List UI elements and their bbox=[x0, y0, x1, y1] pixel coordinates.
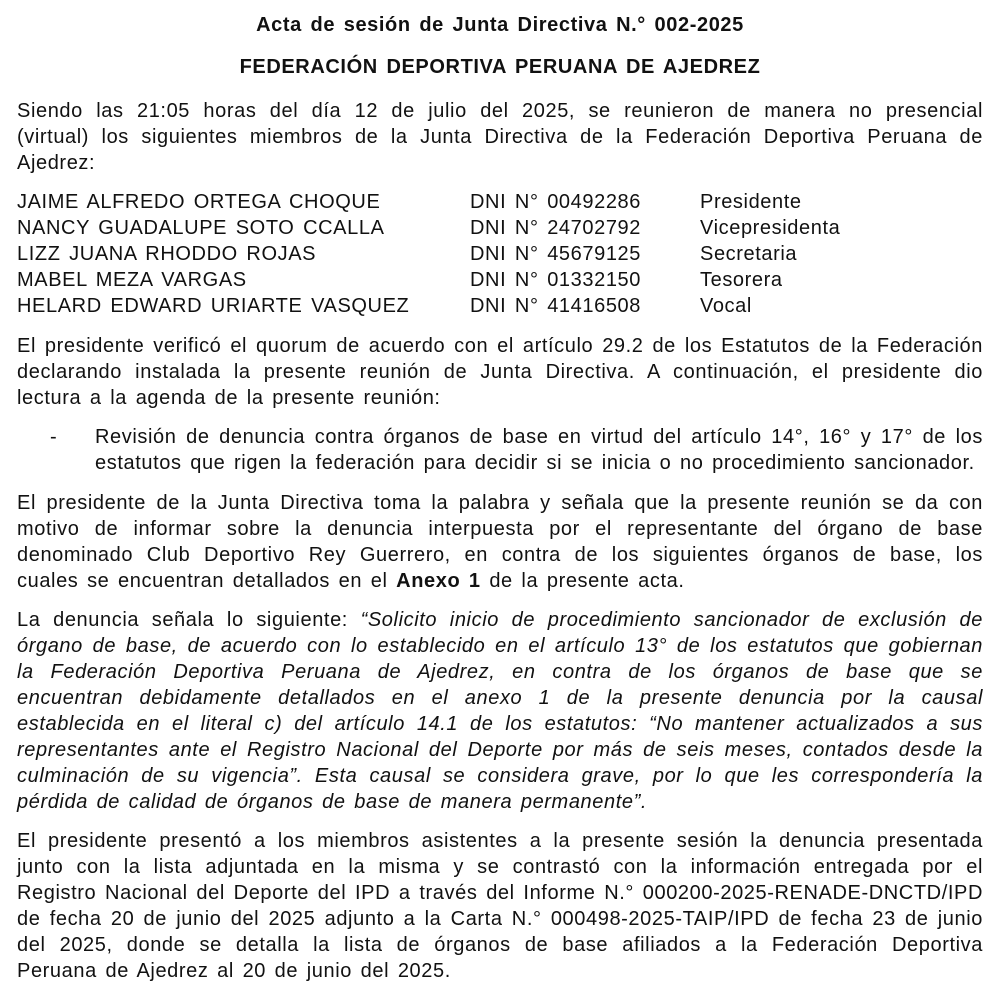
member-role: Secretaria bbox=[700, 243, 798, 265]
members-list bbox=[17, 189, 983, 319]
member-name: HELARD EDWARD URIARTE VASQUEZ bbox=[17, 295, 410, 317]
member-name: LIZZ JUANA RHODDO ROJAS bbox=[17, 243, 317, 265]
member-role: Presidente bbox=[700, 191, 802, 213]
agenda-dash-marker: - bbox=[50, 426, 58, 448]
member-row bbox=[17, 293, 983, 319]
member-dni: DNI N° 01332150 bbox=[470, 269, 641, 291]
quote-lead-text: La denuncia señala lo siguiente: bbox=[17, 609, 361, 631]
document-title: Acta de sesión de Junta Directiva N.° 002-2025 bbox=[256, 14, 744, 36]
member-role: Vocal bbox=[700, 295, 752, 317]
agenda-item bbox=[17, 424, 983, 476]
member-name: NANCY GUADALUPE SOTO CCALLA bbox=[17, 217, 385, 239]
member-dni: DNI N° 41416508 bbox=[470, 295, 641, 317]
member-dni: DNI N° 24702792 bbox=[470, 217, 641, 239]
member-name: MABEL MEZA VARGAS bbox=[17, 269, 247, 291]
quote-paragraph bbox=[17, 607, 983, 815]
agenda-item-text: Revisión de denuncia contra órganos de base en virtud del artículo 14°, 16° y 17° de los estatutos que rigen la federación para decidir si se inicia o no procedimiento sancionador. bbox=[95, 426, 983, 474]
anexo-1-reference: Anexo 1 bbox=[396, 570, 481, 592]
denuncia-text-part1: El presidente de la Junta Directiva toma la palabra y señala que la presente reunión se da con motivo de informar sobre la denuncia interpuesta por el representante del órgano de base denominado Club Deportivo Rey Guerrero, en contra de los siguientes órganos de base, los cuales se encuentran detallados en el bbox=[17, 492, 983, 592]
member-role: Tesorera bbox=[700, 269, 783, 291]
member-dni: DNI N° 00492286 bbox=[470, 191, 641, 213]
member-row bbox=[17, 267, 983, 293]
closing-paragraph: El presidente presentó a los miembros asistentes a la presente sesión la denuncia presentada junto con la lista adjuntada en la misma y se contrastó con la información entregada por el Registro Nacional del Deporte del IPD a través del Informe N.° 000200-2025-RENADE-DNCTD/IPD de fecha 20 de junio del 2025 adjunto a la Carta N.° 000498-2025-TAIP/IPD de fecha 23 de junio del 2025, donde se detalla la lista de órganos de base afiliados a la Federación Deportiva Peruana de Ajedrez al 20 de junio del 2025. bbox=[17, 830, 983, 982]
quorum-paragraph: El presidente verificó el quorum de acuerdo con el artículo 29.2 de los Estatutos de la Federación declarando instalada la presente reunión de Junta Directiva. A continuación, el presidente dio lectura a la agenda de la presente reunión: bbox=[17, 335, 983, 409]
intro-paragraph: Siendo las 21:05 horas del día 12 de julio del 2025, se reunieron de manera no presencial (virtual) los siguientes miembros de la Junta Directiva de la Federación Deportiva Peruana de Ajedrez: bbox=[17, 100, 983, 174]
member-row bbox=[17, 189, 983, 215]
quoted-complaint-text: “Solicito inicio de procedimiento sancionador de exclusión de órgano de base, de acuerdo con lo establecido en el artículo 13° de los estatutos que gobiernan la Federación Deportiva Peruana de Ajedrez, en contra de los órganos de base que se encuentran debidamente detallados en el anexo 1 de la presente denuncia por la causal establecida en el literal c) del artículo 14.1 de los estatutos: “No mantener actualizados a sus representantes ante el Registro Nacional del Deporte por más de seis meses, contados desde la culminación de su vigencia”. Esta causal se considera grave, por lo que les correspondería la pérdida de calidad de órganos de base de manera permanente”. bbox=[17, 609, 983, 813]
denuncia-paragraph bbox=[17, 490, 983, 594]
federation-name: FEDERACIÓN DEPORTIVA PERUANA DE AJEDREZ bbox=[239, 56, 761, 78]
member-row bbox=[17, 215, 983, 241]
member-name: JAIME ALFREDO ORTEGA CHOQUE bbox=[17, 191, 381, 213]
member-row bbox=[17, 241, 983, 267]
member-dni: DNI N° 45679125 bbox=[470, 243, 641, 265]
member-role: Vicepresidenta bbox=[700, 217, 841, 239]
denuncia-text-part2: de la presente acta. bbox=[480, 570, 685, 592]
